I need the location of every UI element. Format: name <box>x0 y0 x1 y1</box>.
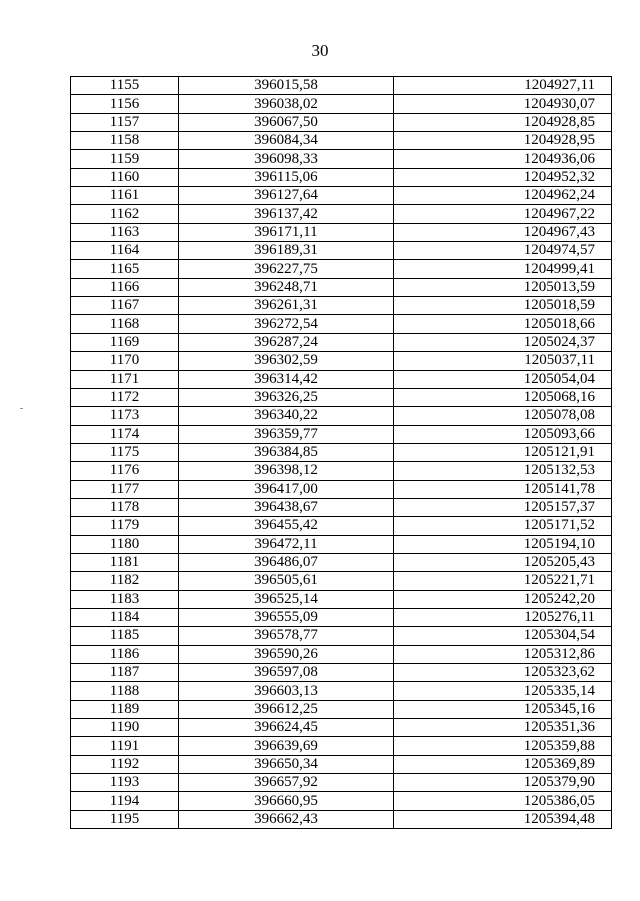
x-coordinate-cell: 396261,31 <box>179 297 394 315</box>
x-coordinate-cell: 396302,59 <box>179 352 394 370</box>
table-row <box>71 443 612 461</box>
table-row <box>71 407 612 425</box>
x-coordinate-cell: 396038,02 <box>179 95 394 113</box>
y-coordinate-cell: 1205323,62 <box>394 664 612 682</box>
table-row <box>71 590 612 608</box>
table-row <box>71 77 612 95</box>
point-number-cell: 1157 <box>71 113 179 131</box>
x-coordinate-cell: 396287,24 <box>179 333 394 351</box>
point-number-cell: 1178 <box>71 498 179 516</box>
point-number-cell: 1164 <box>71 242 179 260</box>
x-coordinate-cell: 396603,13 <box>179 682 394 700</box>
x-coordinate-cell: 396612,25 <box>179 700 394 718</box>
x-coordinate-cell: 396597,08 <box>179 664 394 682</box>
y-coordinate-cell: 1204967,22 <box>394 205 612 223</box>
table-row <box>71 664 612 682</box>
y-coordinate-cell: 1205386,05 <box>394 792 612 810</box>
y-coordinate-cell: 1205312,86 <box>394 645 612 663</box>
x-coordinate-cell: 396326,25 <box>179 388 394 406</box>
table-row <box>71 608 612 626</box>
x-coordinate-cell: 396657,92 <box>179 774 394 792</box>
point-number-cell: 1170 <box>71 352 179 370</box>
y-coordinate-cell: 1205276,11 <box>394 608 612 626</box>
table-row <box>71 498 612 516</box>
point-number-cell: 1188 <box>71 682 179 700</box>
x-coordinate-cell: 396137,42 <box>179 205 394 223</box>
table-row <box>71 168 612 186</box>
point-number-cell: 1166 <box>71 278 179 296</box>
table-row <box>71 627 612 645</box>
table-row <box>71 278 612 296</box>
point-number-cell: 1194 <box>71 792 179 810</box>
y-coordinate-cell: 1204928,95 <box>394 132 612 150</box>
y-coordinate-cell: 1205335,14 <box>394 682 612 700</box>
x-coordinate-cell: 396189,31 <box>179 242 394 260</box>
point-number-cell: 1161 <box>71 187 179 205</box>
x-coordinate-cell: 396384,85 <box>179 443 394 461</box>
point-number-cell: 1171 <box>71 370 179 388</box>
point-number-cell: 1186 <box>71 645 179 663</box>
x-coordinate-cell: 396417,00 <box>179 480 394 498</box>
table-row <box>71 774 612 792</box>
page-number: 30 <box>311 41 329 60</box>
point-number-cell: 1168 <box>71 315 179 333</box>
x-coordinate-cell: 396472,11 <box>179 535 394 553</box>
x-coordinate-cell: 396639,69 <box>179 737 394 755</box>
table-row <box>71 645 612 663</box>
table-row <box>71 792 612 810</box>
point-number-cell: 1185 <box>71 627 179 645</box>
point-number-cell: 1195 <box>71 810 179 828</box>
table-row <box>71 517 612 535</box>
point-number-cell: 1162 <box>71 205 179 223</box>
x-coordinate-cell: 396340,22 <box>179 407 394 425</box>
y-coordinate-cell: 1205379,90 <box>394 774 612 792</box>
y-coordinate-cell: 1205132,53 <box>394 462 612 480</box>
y-coordinate-cell: 1204928,85 <box>394 113 612 131</box>
point-number-cell: 1167 <box>71 297 179 315</box>
x-coordinate-cell: 396398,12 <box>179 462 394 480</box>
x-coordinate-cell: 396624,45 <box>179 719 394 737</box>
y-coordinate-cell: 1205068,16 <box>394 388 612 406</box>
table-row <box>71 553 612 571</box>
point-number-cell: 1159 <box>71 150 179 168</box>
x-coordinate-cell: 396227,75 <box>179 260 394 278</box>
x-coordinate-cell: 396486,07 <box>179 553 394 571</box>
point-number-cell: 1177 <box>71 480 179 498</box>
y-coordinate-cell: 1205171,52 <box>394 517 612 535</box>
point-number-cell: 1160 <box>71 168 179 186</box>
point-number-cell: 1193 <box>71 774 179 792</box>
table-row <box>71 480 612 498</box>
x-coordinate-cell: 396015,58 <box>179 77 394 95</box>
x-coordinate-cell: 396578,77 <box>179 627 394 645</box>
point-number-cell: 1191 <box>71 737 179 755</box>
y-coordinate-cell: 1204967,43 <box>394 223 612 241</box>
y-coordinate-cell: 1205351,36 <box>394 719 612 737</box>
x-coordinate-cell: 396314,42 <box>179 370 394 388</box>
point-number-cell: 1165 <box>71 260 179 278</box>
y-coordinate-cell: 1205359,88 <box>394 737 612 755</box>
point-number-cell: 1192 <box>71 755 179 773</box>
y-coordinate-cell: 1205018,59 <box>394 297 612 315</box>
x-coordinate-cell: 396171,11 <box>179 223 394 241</box>
table-row <box>71 260 612 278</box>
y-coordinate-cell: 1205394,48 <box>394 810 612 828</box>
x-coordinate-cell: 396660,95 <box>179 792 394 810</box>
x-coordinate-cell: 396590,26 <box>179 645 394 663</box>
table-row <box>71 333 612 351</box>
y-coordinate-cell: 1205013,59 <box>394 278 612 296</box>
table-row <box>71 242 612 260</box>
y-coordinate-cell: 1205157,37 <box>394 498 612 516</box>
x-coordinate-cell: 396505,61 <box>179 572 394 590</box>
y-coordinate-cell: 1205205,43 <box>394 553 612 571</box>
x-coordinate-cell: 396098,33 <box>179 150 394 168</box>
point-number-cell: 1174 <box>71 425 179 443</box>
point-number-cell: 1181 <box>71 553 179 571</box>
table-row <box>71 370 612 388</box>
point-number-cell: 1158 <box>71 132 179 150</box>
point-number-cell: 1183 <box>71 590 179 608</box>
point-number-cell: 1173 <box>71 407 179 425</box>
table-row <box>71 388 612 406</box>
y-coordinate-cell: 1204952,32 <box>394 168 612 186</box>
table-row <box>71 352 612 370</box>
y-coordinate-cell: 1205242,20 <box>394 590 612 608</box>
point-number-cell: 1179 <box>71 517 179 535</box>
margin-mark <box>20 408 23 409</box>
y-coordinate-cell: 1205054,04 <box>394 370 612 388</box>
table-row <box>71 150 612 168</box>
y-coordinate-cell: 1205221,71 <box>394 572 612 590</box>
x-coordinate-cell: 396438,67 <box>179 498 394 516</box>
x-coordinate-cell: 396555,09 <box>179 608 394 626</box>
point-number-cell: 1182 <box>71 572 179 590</box>
table-row <box>71 132 612 150</box>
table-row <box>71 297 612 315</box>
y-coordinate-cell: 1204962,24 <box>394 187 612 205</box>
y-coordinate-cell: 1204999,41 <box>394 260 612 278</box>
table-row <box>71 205 612 223</box>
point-number-cell: 1190 <box>71 719 179 737</box>
coordinates-table <box>70 76 612 829</box>
point-number-cell: 1187 <box>71 664 179 682</box>
table-row <box>71 755 612 773</box>
y-coordinate-cell: 1205037,11 <box>394 352 612 370</box>
table-row <box>71 572 612 590</box>
y-coordinate-cell: 1204974,57 <box>394 242 612 260</box>
table-row <box>71 719 612 737</box>
point-number-cell: 1189 <box>71 700 179 718</box>
point-number-cell: 1169 <box>71 333 179 351</box>
table-row <box>71 737 612 755</box>
table-row <box>71 425 612 443</box>
point-number-cell: 1175 <box>71 443 179 461</box>
x-coordinate-cell: 396662,43 <box>179 810 394 828</box>
point-number-cell: 1184 <box>71 608 179 626</box>
y-coordinate-cell: 1205121,91 <box>394 443 612 461</box>
point-number-cell: 1180 <box>71 535 179 553</box>
y-coordinate-cell: 1204936,06 <box>394 150 612 168</box>
point-number-cell: 1156 <box>71 95 179 113</box>
table-row <box>71 682 612 700</box>
y-coordinate-cell: 1205018,66 <box>394 315 612 333</box>
y-coordinate-cell: 1205078,08 <box>394 407 612 425</box>
table-row <box>71 535 612 553</box>
y-coordinate-cell: 1205024,37 <box>394 333 612 351</box>
y-coordinate-cell: 1205345,16 <box>394 700 612 718</box>
x-coordinate-cell: 396525,14 <box>179 590 394 608</box>
point-number-cell: 1163 <box>71 223 179 241</box>
table-row <box>71 95 612 113</box>
table-row <box>71 187 612 205</box>
y-coordinate-cell: 1205194,10 <box>394 535 612 553</box>
coordinates-table-body <box>71 77 612 829</box>
table-row <box>71 113 612 131</box>
point-number-cell: 1172 <box>71 388 179 406</box>
x-coordinate-cell: 396084,34 <box>179 132 394 150</box>
x-coordinate-cell: 396455,42 <box>179 517 394 535</box>
table-row <box>71 462 612 480</box>
x-coordinate-cell: 396067,50 <box>179 113 394 131</box>
x-coordinate-cell: 396248,71 <box>179 278 394 296</box>
y-coordinate-cell: 1205141,78 <box>394 480 612 498</box>
y-coordinate-cell: 1205304,54 <box>394 627 612 645</box>
y-coordinate-cell: 1204930,07 <box>394 95 612 113</box>
table-row <box>71 223 612 241</box>
y-coordinate-cell: 1204927,11 <box>394 77 612 95</box>
y-coordinate-cell: 1205093,66 <box>394 425 612 443</box>
x-coordinate-cell: 396115,06 <box>179 168 394 186</box>
point-number-cell: 1176 <box>71 462 179 480</box>
point-number-cell: 1155 <box>71 77 179 95</box>
x-coordinate-cell: 396127,64 <box>179 187 394 205</box>
table-row <box>71 315 612 333</box>
table-row <box>71 700 612 718</box>
x-coordinate-cell: 396650,34 <box>179 755 394 773</box>
x-coordinate-cell: 396359,77 <box>179 425 394 443</box>
x-coordinate-cell: 396272,54 <box>179 315 394 333</box>
table-row <box>71 810 612 828</box>
y-coordinate-cell: 1205369,89 <box>394 755 612 773</box>
